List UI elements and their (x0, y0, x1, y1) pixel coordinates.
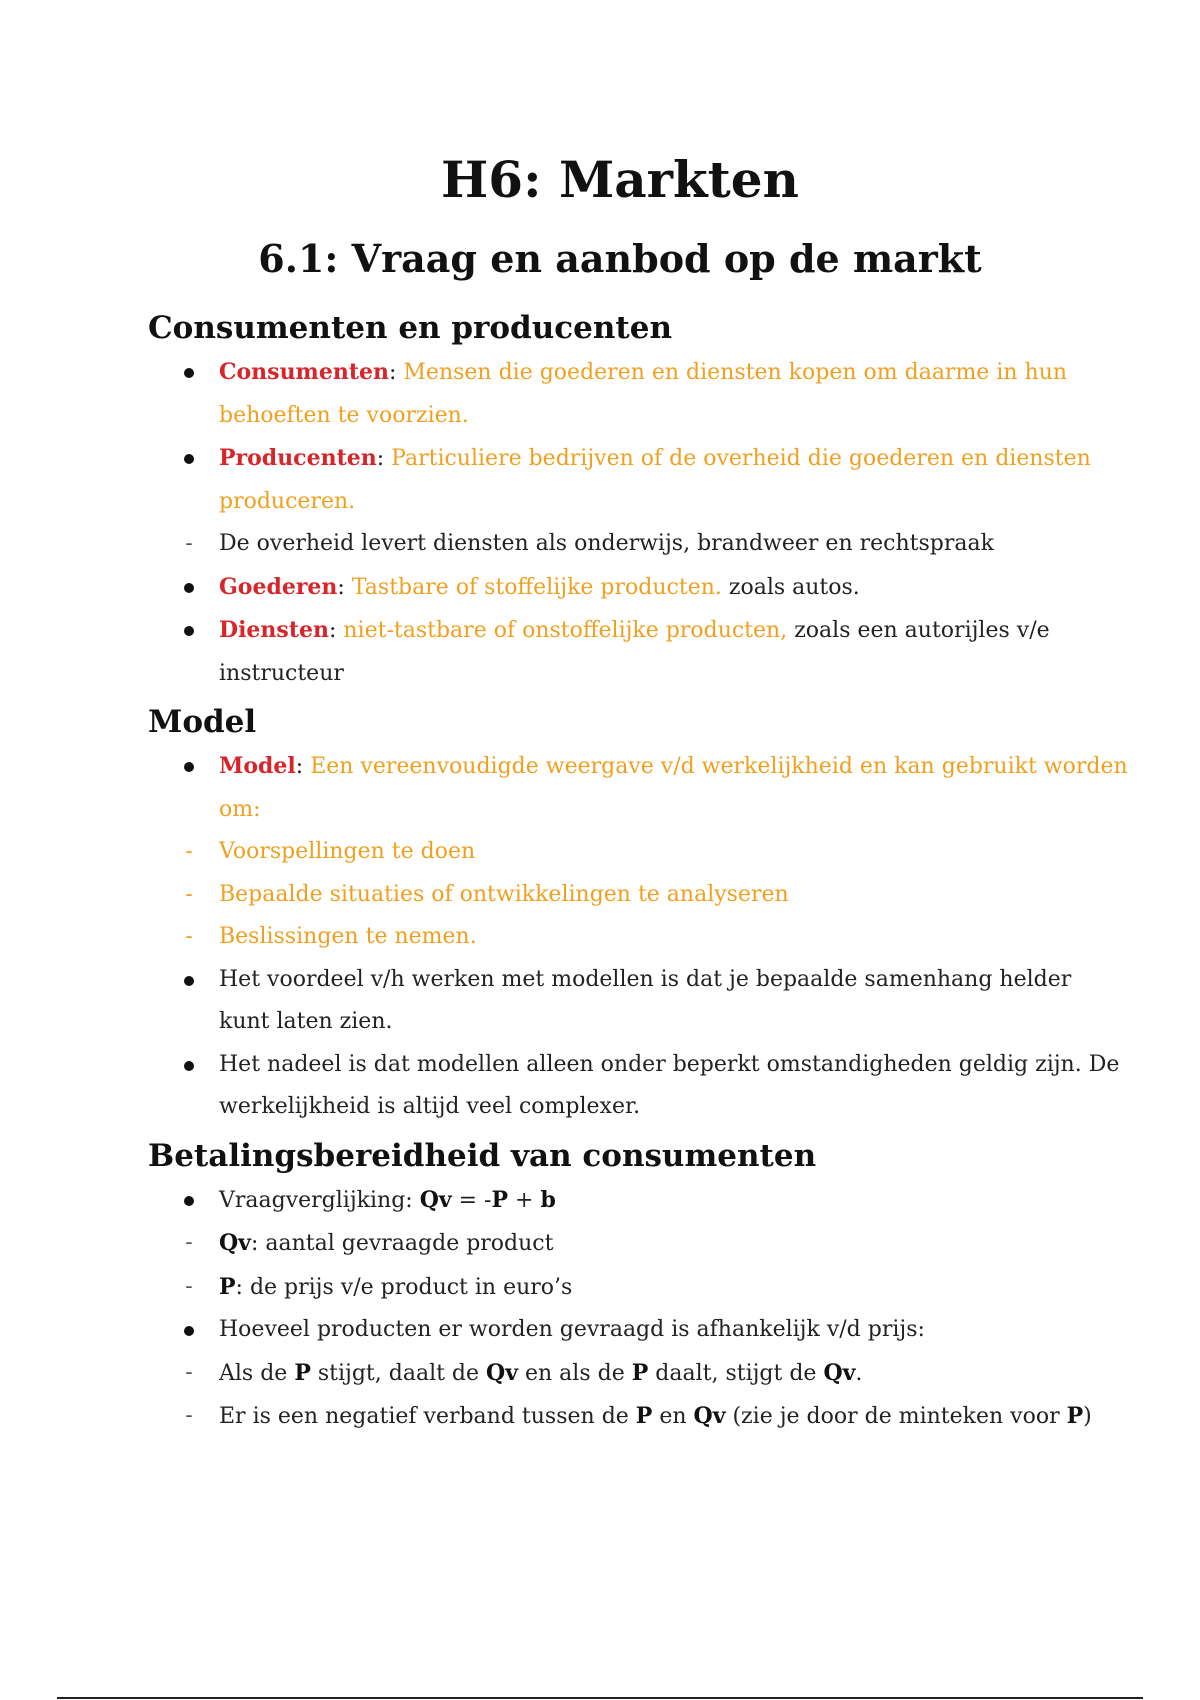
page-title: H6: Markten (441, 150, 799, 209)
list-consumenten (148, 351, 1128, 695)
footer-divider (57, 1697, 1143, 1699)
list-item: Het voordeel v/h werken met modellen is dat je bepaalde samenhang helder kunt laten zien. (219, 966, 1072, 1034)
term: Model (219, 753, 296, 779)
list-model (148, 745, 1128, 1129)
page-subtitle: 6.1: Vraag en aanbod op de markt (258, 236, 982, 281)
term: Consumenten (219, 359, 389, 385)
definition: Particuliere bedrijven of de overheid die goederen en diensten produceren. (219, 446, 1091, 514)
list-betaling (148, 1179, 1128, 1439)
section-heading-consumenten: Consumenten en producenten (148, 310, 672, 346)
dash-icon (182, 1222, 196, 1265)
list-item: Vraagverglijking: Qv = -P + b (219, 1186, 556, 1213)
list-item: - P: de prijs v/e product in euro’s (148, 1266, 1128, 1310)
section-heading-model: Model (148, 704, 257, 740)
dash-icon (182, 1266, 196, 1309)
dash-icon (182, 916, 196, 959)
list-item: Consumenten: Mensen die goederen en diensten kopen om daarme in hun behoeften te voorzien. (219, 359, 1068, 428)
definition: Een vereenvoudigde weergave v/d werkelijkheid en kan gebruikt worden om: (219, 754, 1128, 822)
definition: Mensen die goederen en diensten kopen om daarme in hun behoeften te voorzien. (219, 360, 1068, 428)
list-item: - Er is een negatief verband tussen de P en Qv (zie je door de minteken voor P) (148, 1395, 1128, 1439)
definition: Tastbare of stoffelijke producten. (351, 574, 722, 600)
dash-icon (182, 831, 196, 874)
list-item: - Qv: aantal gevraagde product (148, 1222, 1128, 1266)
term: Diensten (219, 617, 329, 643)
list-item: Hoeveel producten er worden gevraagd is afhankelijk v/d prijs: (219, 1317, 925, 1342)
list-item: Goederen: Tastbare of stoffelijke producten. zoals autos. (219, 573, 860, 600)
list-item: Model: Een vereenvoudigde weergave v/d werkelijkheid en kan gebruikt worden om: (219, 753, 1128, 822)
dash-icon (182, 1352, 196, 1395)
list-item: Het nadeel is dat modellen alleen onder beperkt omstandigheden geldig zijn. De werkelijkheid is altijd veel complexer. (219, 1051, 1120, 1119)
list-item: - Voorspellingen te doen (148, 831, 1128, 874)
term: Goederen (219, 573, 338, 600)
list-item: - Beslissingen te nemen. (148, 916, 1128, 959)
definition: niet-tastbare of onstoffelijke producten, (343, 618, 788, 643)
dash-icon (182, 874, 196, 917)
list-item: - De overheid levert diensten als onderwijs, brandweer en rechtspraak (148, 523, 1128, 566)
dash-icon (182, 523, 196, 566)
list-item: Producenten: Particuliere bedrijven of de overheid die goederen en diensten produceren. (219, 445, 1091, 514)
section-heading-betaling: Betalingsbereidheid van consumenten (148, 1137, 817, 1174)
list-item: Diensten: niet-tastbare of onstoffelijke producten, zoals een autorijles v/e instructeur (219, 617, 1050, 686)
list-item: - Als de P stijgt, daalt de Qv en als de P daalt, stijgt de Qv. (148, 1352, 1128, 1396)
dash-icon (182, 1395, 196, 1438)
term: Producenten (219, 445, 377, 471)
list-item: - Bepaalde situaties of ontwikkelingen te analyseren (148, 874, 1128, 917)
document-content (148, 305, 1128, 1443)
